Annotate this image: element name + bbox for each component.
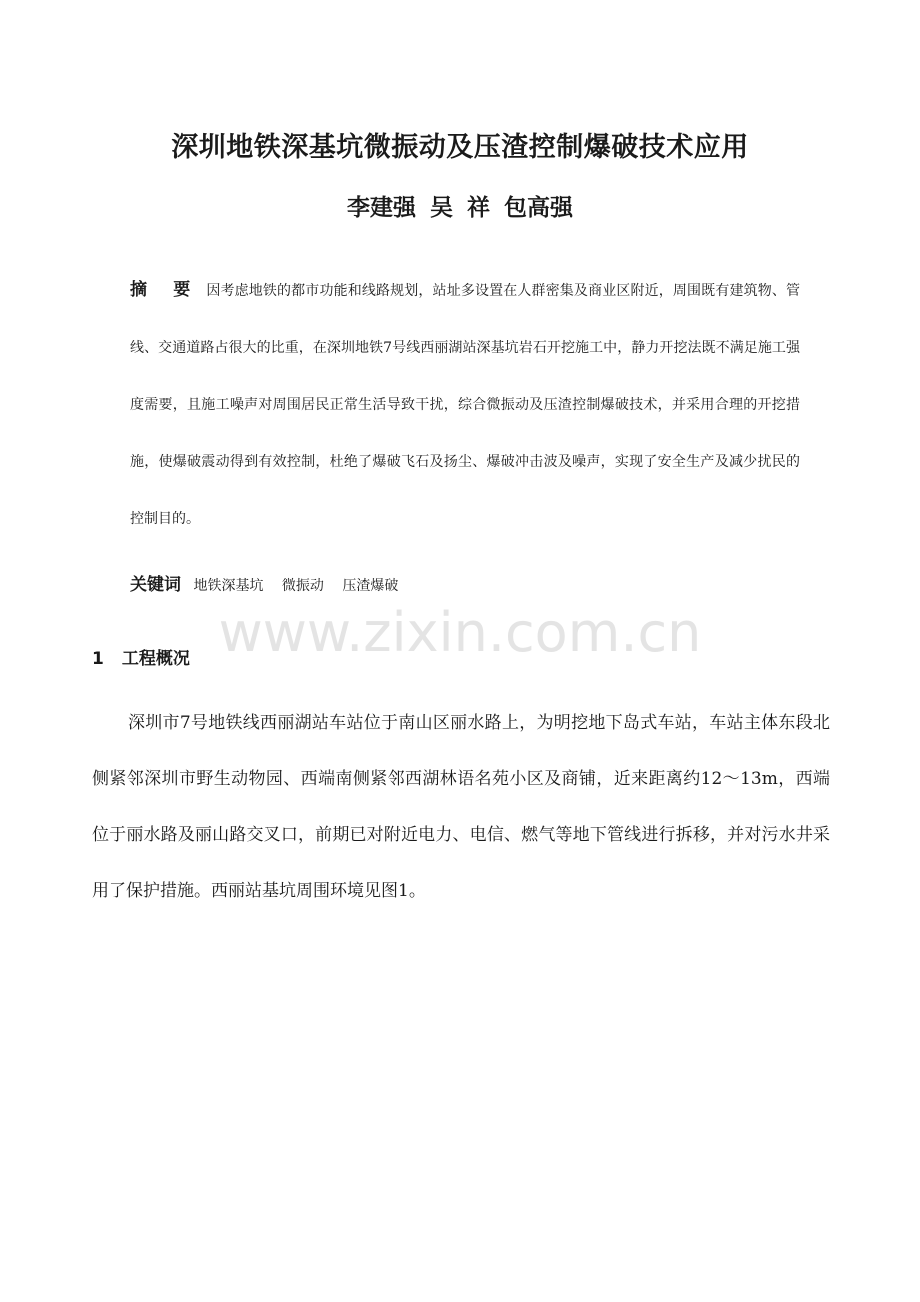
abstract-block [130, 262, 800, 548]
abstract-text: 因考虑地铁的都市功能和线路规划，站址多设置在人群密集及商业区附近，周围既有建筑物、管线、交通道路占很大的比重，在深圳地铁7号线西丽湖站深基坑岩石开挖施工中，静力开挖法既不满足施工强度需要，且施工噪声对周围居民正常生活导致干扰，综合微振动及压渣控制爆破技术，并采用合理的开挖措施，使爆破震动得到有效控制，杜绝了爆破飞石及扬尘、爆破冲击波及噪声，实现了安全生产及减少扰民的控制目的。 [130, 283, 801, 527]
paper-title: 深圳地铁深基坑微振动及压渣控制爆破技术应用 [171, 132, 749, 163]
watermark: www.zixin.com.cn [218, 601, 702, 664]
keyword-item: 压渣爆破 [342, 578, 399, 594]
section-title: 工程概况 [121, 649, 190, 669]
keywords-block [130, 565, 810, 606]
body-paragraph: 深圳市7号地铁线西丽湖站车站位于南山区丽水路上，为明挖地下岛式车站，车站主体东段北侧紧邻深圳市野生动物园、西端南侧紧邻西湖林语名苑小区及商铺，近来距离约12～13m，西端位于丽水路及丽山路交叉口，前期已对附近电力、电信、燃气等地下管线进行拆移，并对污水井采用了保护措施。西丽站基坑周围环境见图1。 [92, 713, 830, 901]
author-list: 李建强 吴 祥 包高强 [346, 194, 574, 221]
section-heading [92, 642, 190, 676]
keyword-item: 微振动 [281, 578, 324, 594]
keyword-item: 地铁深基坑 [193, 578, 264, 594]
keywords-label: 关键词 [130, 575, 181, 595]
abstract-label: 摘 要 [130, 280, 201, 300]
section-number: 1 [92, 649, 104, 669]
